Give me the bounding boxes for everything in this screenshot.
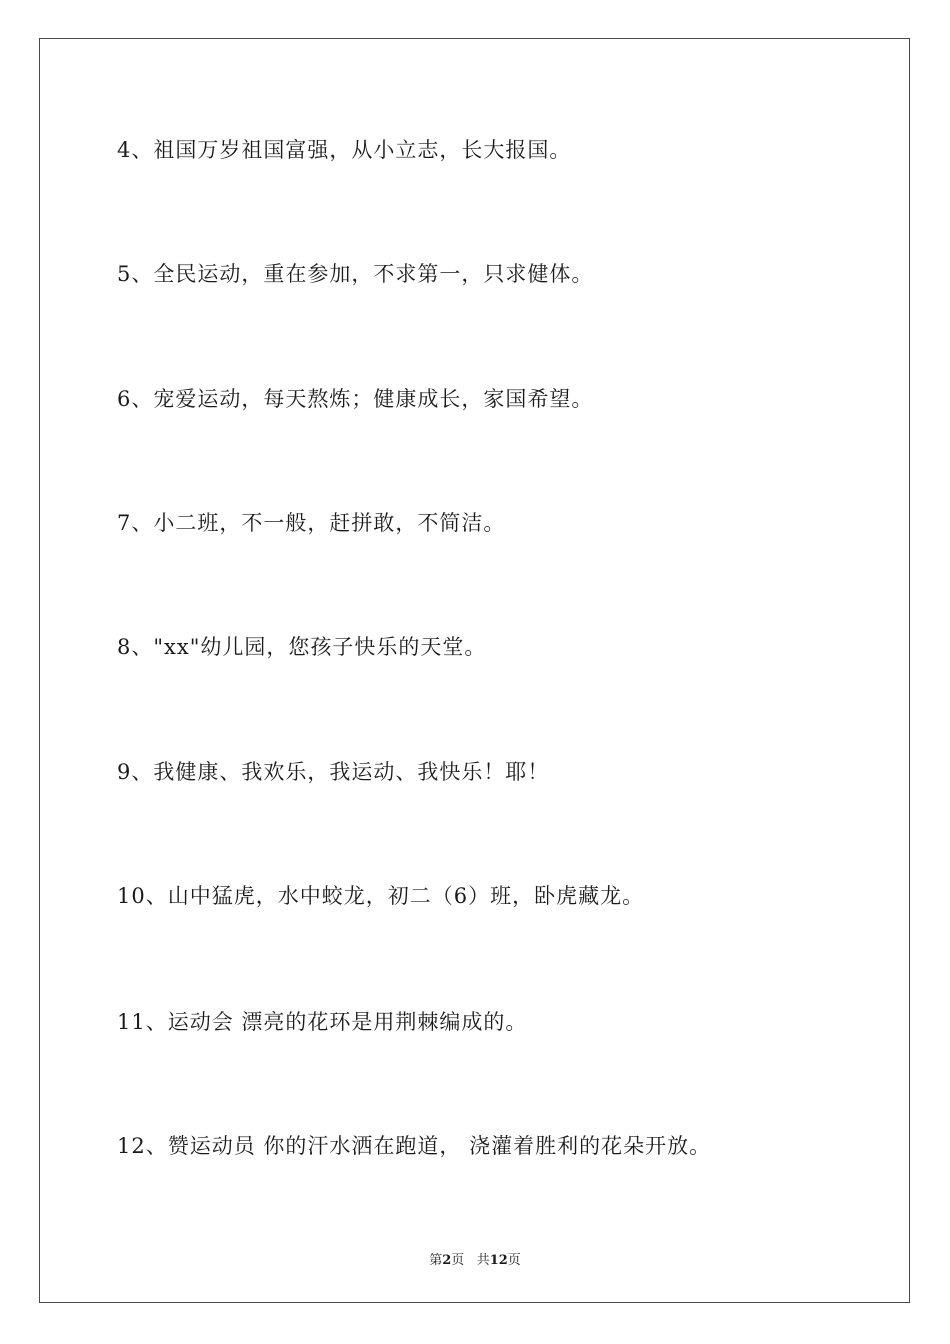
footer-page-prefix: 第 (429, 1253, 443, 1268)
footer-total-pages: 12 (489, 1253, 508, 1268)
slogan-line-4: 4、祖国万岁祖国富强，从小立志，长大报国。 (117, 138, 572, 162)
footer-page-suffix: 页 (451, 1253, 465, 1268)
footer-page-number: 2 (442, 1253, 452, 1268)
slogan-line-7: 7、小二班，不一般，赶拼敢，不简洁。 (117, 511, 506, 535)
page-footer (0, 1249, 950, 1268)
slogan-line-12: 12、赞运动员 你的汗水洒在跑道， 浇灌着胜利的花朵开放。 (117, 1134, 712, 1158)
footer-total-suffix: 页 (507, 1253, 521, 1268)
footer-total-prefix: 共 (476, 1253, 490, 1268)
slogan-line-5: 5、全民运动，重在参加，不求第一，只求健体。 (117, 262, 594, 286)
slogan-line-8: 8、"xx"幼儿园，您孩子快乐的天堂。 (117, 635, 487, 659)
page-border (39, 38, 910, 1303)
slogan-line-10: 10、山中猛虎，水中蛟龙，初二（6）班，卧虎藏龙。 (117, 884, 645, 908)
slogan-line-6: 6、宠爱运动，每天熬炼；健康成长，家国希望。 (117, 387, 594, 411)
slogan-line-9: 9、我健康、我欢乐，我运动、我快乐！耶！ (117, 760, 550, 784)
slogan-line-11: 11、运动会 漂亮的花环是用荆棘编成的。 (117, 1010, 528, 1034)
